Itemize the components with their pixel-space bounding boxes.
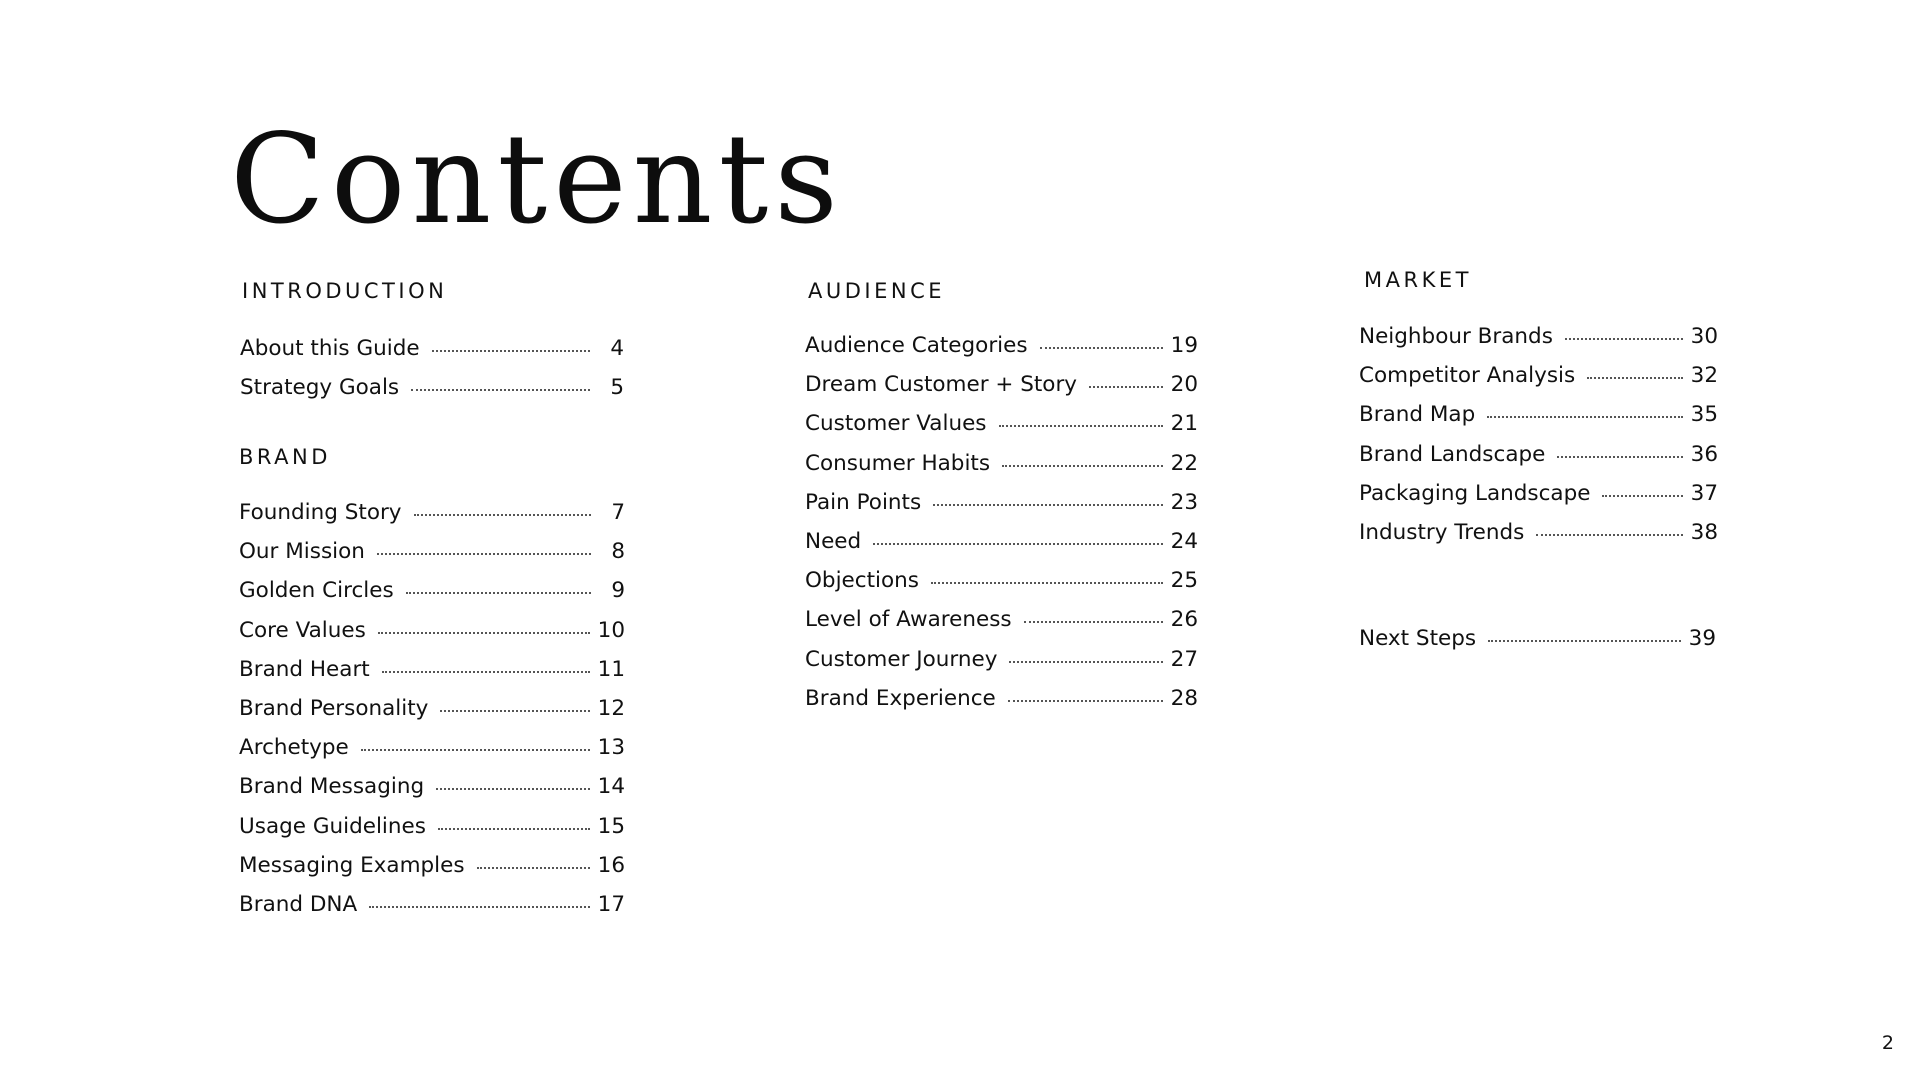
toc-entry-page: 23	[1170, 489, 1198, 515]
toc-entry[interactable]	[239, 657, 625, 696]
section-heading-brand: BRAND	[239, 445, 331, 469]
dot-leader	[873, 543, 1162, 545]
toc-entry-page: 8	[611, 539, 625, 565]
toc-entry-label: Neighbour Brands	[1359, 324, 1553, 349]
toc-entry[interactable]	[239, 735, 625, 774]
dot-leader	[1002, 465, 1163, 467]
toc-entry-label: Audience Categories	[805, 333, 1028, 358]
toc-entry-label: Core Values	[239, 617, 366, 643]
toc-entry-page: 20	[1170, 372, 1198, 398]
toc-entry[interactable]	[239, 539, 625, 578]
toc-entry[interactable]	[805, 607, 1198, 646]
toc-entry-label: Packaging Landscape	[1359, 480, 1591, 506]
toc-entry-page: 9	[611, 578, 625, 604]
dot-leader	[1602, 495, 1682, 497]
toc-entry-page: 12	[597, 695, 625, 721]
toc-entry-page: 4	[610, 336, 624, 361]
toc-entry[interactable]	[805, 529, 1198, 568]
dot-leader	[1565, 338, 1683, 340]
toc-entry-label: Brand Experience	[805, 685, 996, 711]
toc-list-brand	[239, 500, 625, 931]
toc-entry-page: 17	[597, 891, 625, 917]
dot-leader	[1587, 377, 1682, 379]
dot-leader	[1536, 534, 1682, 536]
toc-entry[interactable]	[239, 853, 625, 892]
toc-entry-label: Brand DNA	[239, 891, 358, 917]
dot-leader	[414, 514, 591, 516]
dot-leader	[377, 553, 591, 555]
dot-leader	[999, 425, 1163, 427]
toc-entry-label: Industry Trends	[1359, 519, 1525, 545]
dot-leader	[436, 788, 590, 790]
toc-entry[interactable]	[805, 333, 1198, 372]
dot-leader	[1488, 640, 1681, 642]
dot-leader	[440, 710, 589, 712]
toc-entry-label: Customer Values	[805, 411, 987, 437]
page-number: 2	[1881, 1032, 1894, 1054]
toc-entry[interactable]	[1359, 481, 1718, 520]
toc-entry-page: 7	[611, 500, 625, 525]
toc-entry-page: 27	[1170, 646, 1198, 672]
toc-entry[interactable]	[805, 451, 1198, 490]
dot-leader	[361, 749, 590, 751]
toc-entry-label: Our Mission	[239, 539, 365, 565]
dot-leader	[438, 828, 590, 830]
toc-entry-label: Brand Personality	[239, 695, 429, 721]
toc-entry-label: Competitor Analysis	[1359, 363, 1576, 389]
toc-entry-label: Consumer Habits	[805, 450, 991, 476]
toc-entry[interactable]	[239, 578, 625, 617]
toc-entry-label: Strategy Goals	[240, 375, 400, 401]
toc-entry-page: 26	[1170, 607, 1198, 633]
page-title: Contents	[230, 108, 844, 252]
toc-entry-label: Brand Messaging	[239, 774, 425, 800]
toc-entry[interactable]	[1359, 520, 1718, 559]
dot-leader	[1024, 621, 1163, 623]
toc-entry-label: Customer Journey	[805, 646, 998, 672]
toc-entry-page: 16	[597, 852, 625, 878]
toc-entry-label: Brand Heart	[239, 656, 370, 682]
toc-entry-label: Founding Story	[239, 500, 402, 525]
toc-entry-page: 13	[597, 735, 625, 761]
toc-entry-page: 35	[1690, 402, 1718, 428]
section-heading-audience: AUDIENCE	[808, 279, 946, 303]
toc-entry-page: 19	[1170, 333, 1198, 358]
toc-entry-label: Brand Landscape	[1359, 441, 1546, 467]
toc-entry[interactable]	[805, 686, 1198, 725]
toc-entry[interactable]	[239, 500, 625, 539]
toc-entry-label: About this Guide	[240, 336, 420, 361]
toc-entry[interactable]	[1359, 363, 1718, 402]
toc-entry[interactable]	[240, 336, 624, 375]
toc-entry-label: Next Steps	[1359, 626, 1477, 651]
dot-leader	[933, 504, 1162, 506]
dot-leader	[477, 867, 590, 869]
toc-entry-page: 14	[597, 774, 625, 800]
dot-leader	[1008, 700, 1163, 702]
toc-entry[interactable]	[239, 618, 625, 657]
toc-entry[interactable]	[805, 372, 1198, 411]
dot-leader	[378, 632, 590, 634]
toc-entry[interactable]	[805, 411, 1198, 450]
toc-entry-label: Dream Customer + Story	[805, 372, 1078, 398]
toc-entry[interactable]	[240, 375, 624, 414]
toc-entry-page: 36	[1690, 441, 1718, 467]
toc-entry-page: 24	[1170, 528, 1198, 554]
toc-entry-label: Objections	[805, 568, 919, 594]
toc-list-market	[1359, 324, 1718, 559]
dot-leader	[411, 389, 590, 391]
toc-entry-label: Level of Awareness	[805, 607, 1012, 633]
toc-entry[interactable]	[239, 814, 625, 853]
toc-entry-page: 32	[1690, 363, 1718, 389]
toc-entry[interactable]	[1359, 442, 1718, 481]
toc-entry-page: 37	[1690, 480, 1718, 506]
toc-entry-label: Archetype	[239, 735, 349, 761]
toc-entry-page: 5	[610, 375, 624, 401]
toc-entry-page: 22	[1170, 450, 1198, 476]
toc-entry[interactable]	[239, 892, 625, 931]
toc-entry[interactable]	[239, 774, 625, 813]
toc-entry-page: 21	[1170, 411, 1198, 437]
section-heading-market: MARKET	[1364, 268, 1472, 292]
toc-entry-label: Usage Guidelines	[239, 813, 426, 839]
toc-entry[interactable]	[805, 568, 1198, 607]
toc-entry[interactable]	[1359, 626, 1716, 665]
dot-leader	[931, 582, 1163, 584]
dot-leader	[1009, 661, 1162, 663]
toc-entry[interactable]	[239, 696, 625, 735]
dot-leader	[1487, 416, 1682, 418]
dot-leader	[406, 592, 591, 594]
toc-entry-label: Need	[805, 528, 862, 554]
toc-entry-page: 10	[597, 617, 625, 643]
dot-leader	[1089, 386, 1163, 388]
toc-list-audience	[805, 333, 1198, 725]
toc-entry-page: 39	[1688, 626, 1716, 651]
toc-entry-label: Messaging Examples	[239, 852, 465, 878]
toc-entry-page: 28	[1170, 685, 1198, 711]
toc-entry-label: Pain Points	[805, 489, 922, 515]
toc-entry[interactable]	[805, 490, 1198, 529]
toc-entry-label: Golden Circles	[239, 578, 394, 604]
toc-entry-page: 15	[597, 813, 625, 839]
toc-entry[interactable]	[1359, 324, 1718, 363]
toc-entry[interactable]	[1359, 402, 1718, 441]
dot-leader	[1040, 347, 1163, 349]
dot-leader	[1557, 456, 1682, 458]
section-heading-introduction: INTRODUCTION	[242, 279, 448, 303]
toc-entry-page: 25	[1170, 568, 1198, 594]
toc-entry-page: 11	[597, 656, 625, 682]
toc-entry-page: 30	[1690, 324, 1718, 349]
toc-entry-page: 38	[1690, 519, 1718, 545]
toc-entry[interactable]	[805, 647, 1198, 686]
dot-leader	[369, 906, 589, 908]
toc-list-introduction	[240, 336, 624, 414]
toc-entry-label: Brand Map	[1359, 402, 1476, 428]
toc-list-next-steps	[1359, 626, 1716, 665]
dot-leader	[382, 671, 590, 673]
dot-leader	[432, 350, 590, 352]
